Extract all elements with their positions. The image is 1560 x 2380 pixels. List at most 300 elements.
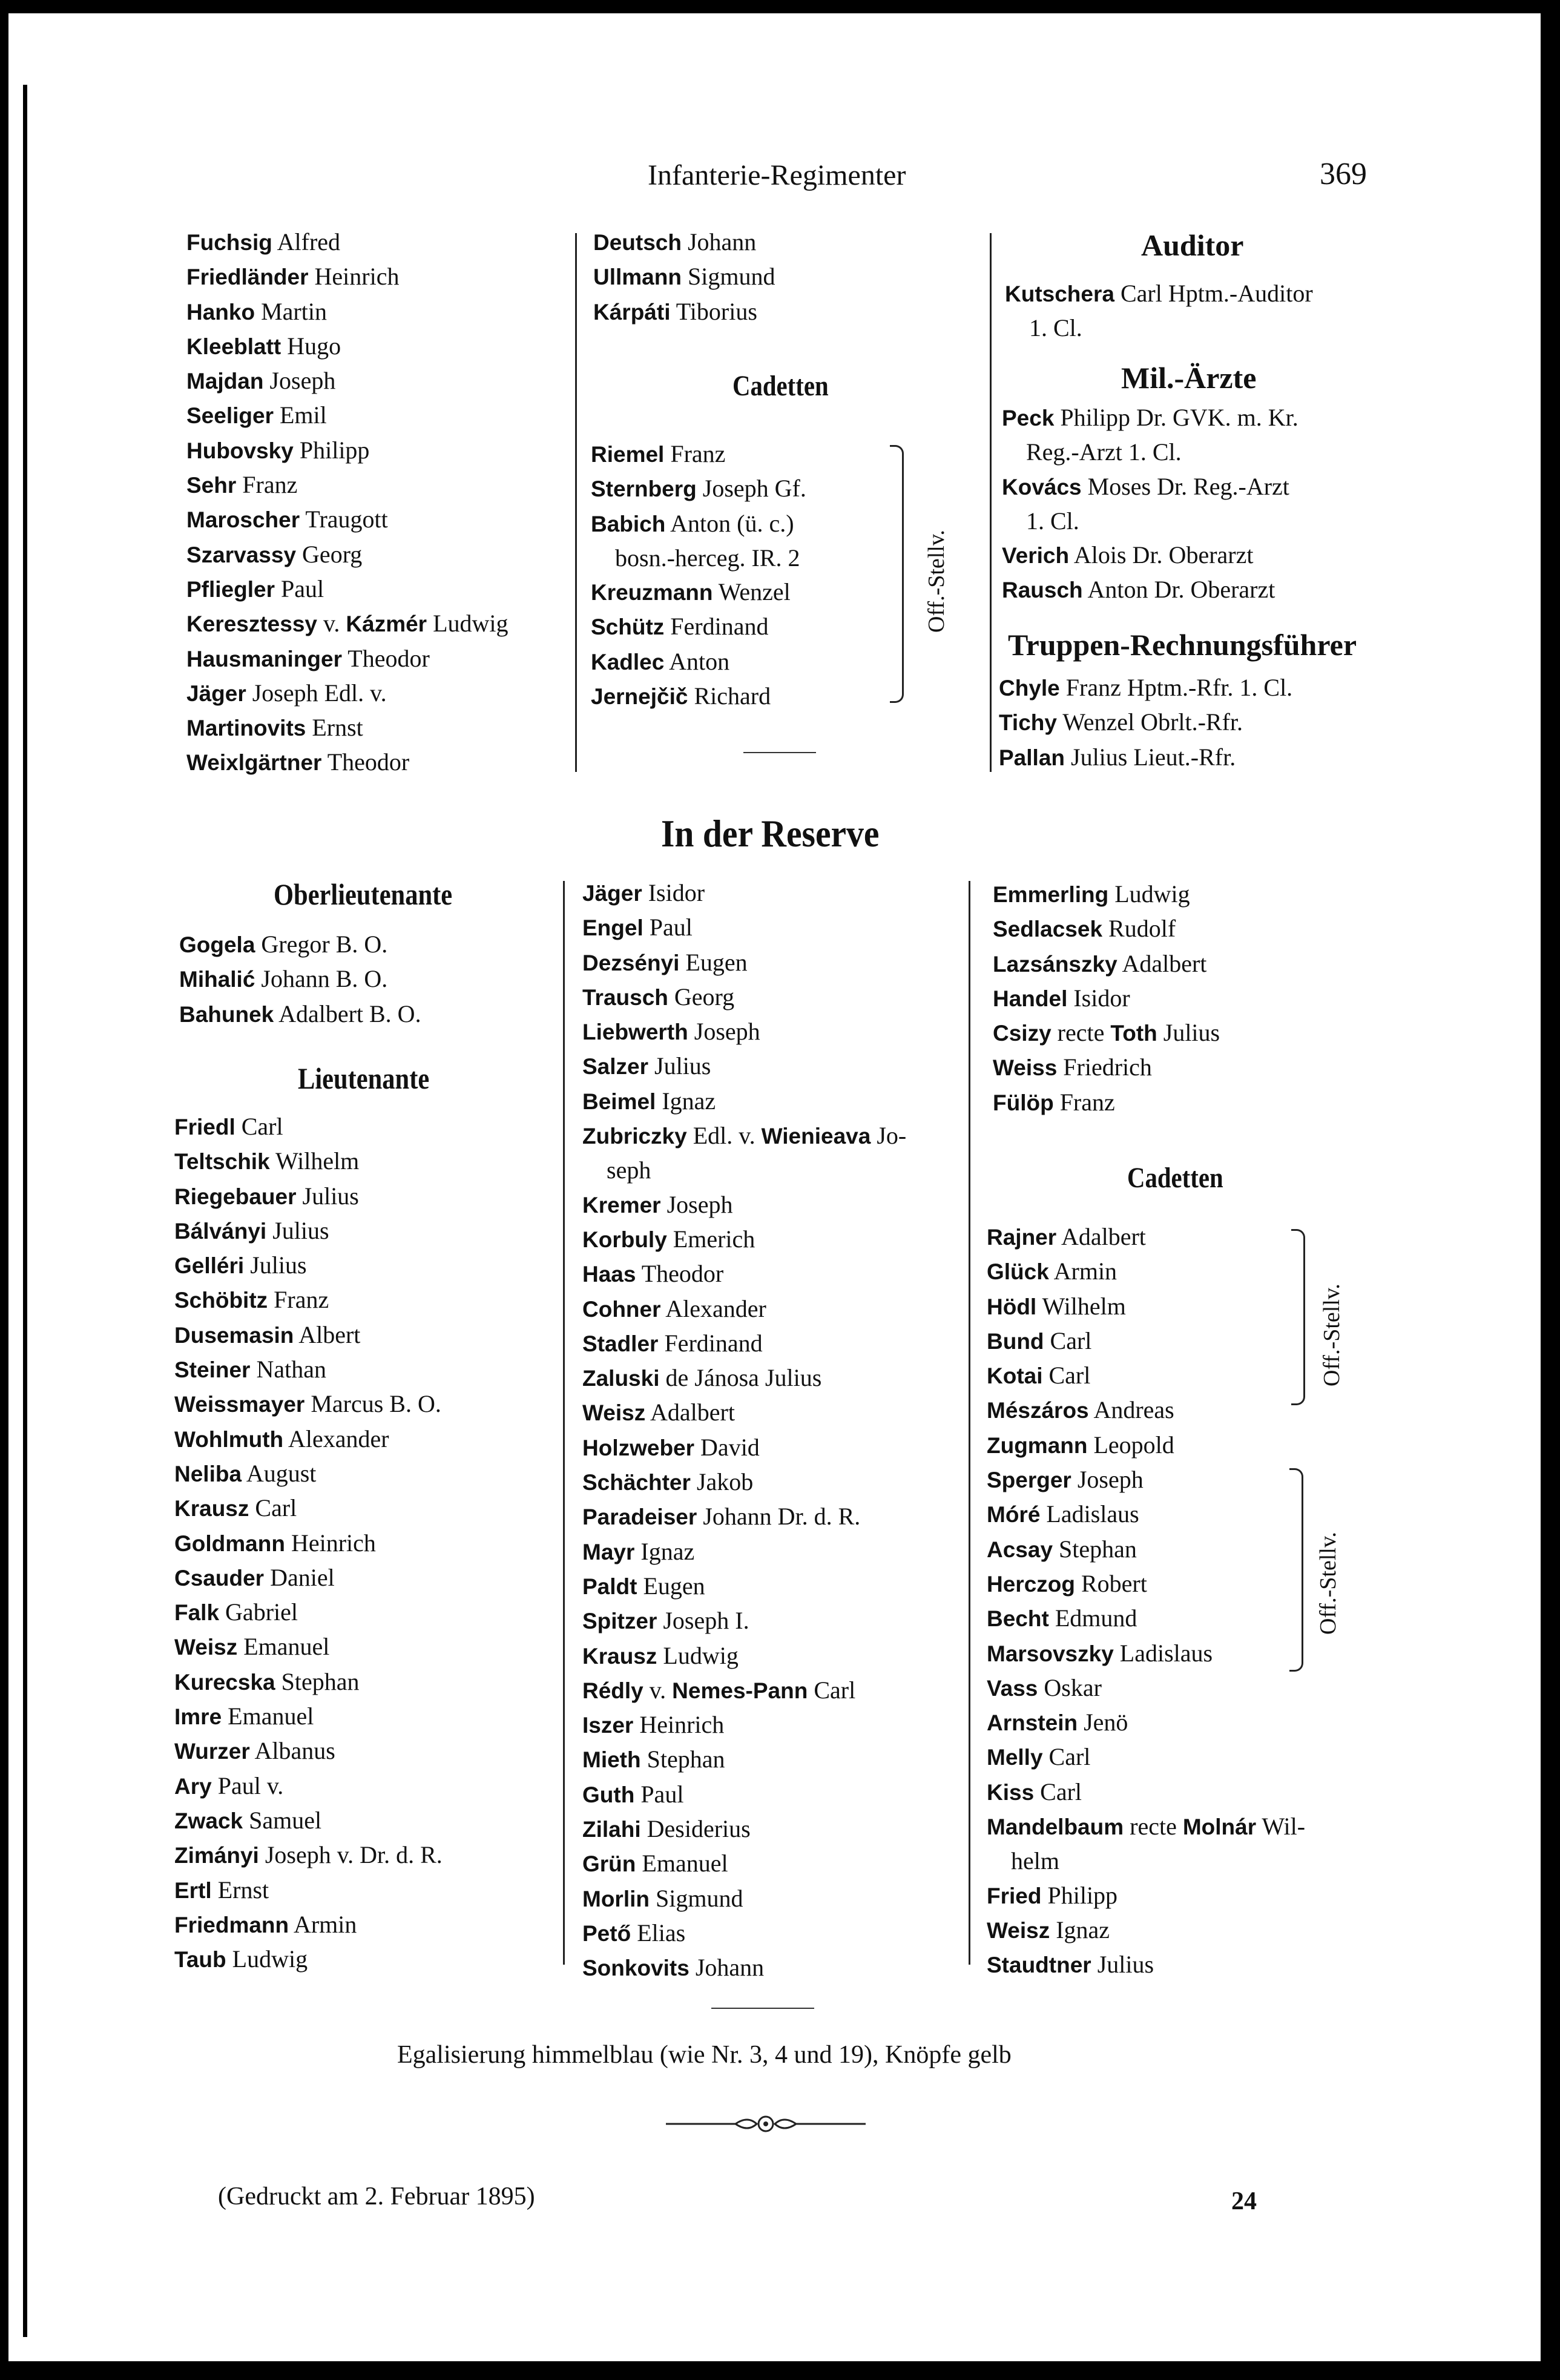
- given-name: Eugen: [643, 1572, 705, 1600]
- given-name: Emanuel: [642, 1850, 728, 1877]
- list-item: [582, 1500, 906, 1534]
- given-name: Hugo: [287, 332, 341, 360]
- surname: Dusemasin: [174, 1322, 294, 1348]
- given-name: Gregor B. O.: [261, 931, 388, 958]
- surname: Pfliegler: [186, 576, 275, 602]
- continuation-text: seph: [607, 1156, 651, 1184]
- list-item: [582, 1742, 906, 1777]
- ornament: [666, 2112, 866, 2136]
- given-name: Tiborius: [676, 297, 757, 325]
- given-name: Georg: [302, 540, 363, 568]
- surname: Holzweber: [582, 1435, 695, 1460]
- list-item: [987, 1463, 1305, 1497]
- given-name: Edl. v.: [693, 1122, 762, 1150]
- surname: Salzer: [582, 1054, 649, 1080]
- given-name: Theodor: [641, 1260, 724, 1288]
- given-name: Albanus: [254, 1737, 335, 1765]
- given-name: Sigmund: [687, 263, 775, 291]
- reserve-col2-list: [582, 876, 906, 1986]
- given-name: Ferdinand: [664, 1329, 763, 1357]
- list-item: [987, 1220, 1305, 1254]
- given-name-secondary: Wil-: [1256, 1813, 1306, 1841]
- surname: Rajner: [987, 1225, 1057, 1250]
- given-name: Adalbert B. O.: [278, 1000, 421, 1027]
- given-name: Ludwig: [663, 1641, 739, 1669]
- given-name: Adalbert: [1061, 1223, 1146, 1250]
- auditor-list: [1005, 277, 1313, 346]
- surname: Wurzer: [174, 1739, 250, 1764]
- given-name: recte: [1130, 1813, 1183, 1841]
- list-item: [987, 1775, 1305, 1810]
- given-name: Joseph: [1077, 1466, 1144, 1494]
- given-name: Franz: [274, 1286, 329, 1314]
- given-name-secondary: Julius: [1157, 1019, 1220, 1047]
- surname: Falk: [174, 1600, 220, 1626]
- surname: Jäger: [186, 681, 246, 706]
- list-item: [174, 1457, 443, 1491]
- surname: Guth: [582, 1782, 635, 1807]
- list-item: [186, 364, 508, 398]
- surname: Handel: [993, 986, 1068, 1011]
- given-name: Paul: [281, 575, 324, 602]
- given-name: Isidor: [648, 879, 705, 906]
- given-name: Oskar: [1044, 1673, 1102, 1701]
- surname: Jäger: [582, 881, 642, 906]
- surname: Spitzer: [582, 1609, 657, 1634]
- surname: Marsovszky: [987, 1641, 1114, 1666]
- given-name: Philipp: [1047, 1881, 1118, 1909]
- given-name: Joseph Gf.: [702, 475, 806, 503]
- list-item: [582, 1569, 906, 1604]
- surname-secondary: Kázmér: [346, 611, 427, 637]
- surname: Móré: [987, 1502, 1041, 1528]
- surname: Friedmann: [174, 1912, 289, 1937]
- list-item: [987, 1324, 1305, 1359]
- given-name: Johann: [695, 1954, 765, 1982]
- list-item: [582, 1847, 906, 1881]
- given-name: Julius: [1097, 1951, 1154, 1979]
- surname: Staudtner: [987, 1953, 1091, 1978]
- given-name: Stephan: [1059, 1535, 1137, 1563]
- list-item: [993, 947, 1220, 981]
- surname: Kleeblatt: [186, 334, 281, 359]
- list-item: [1005, 311, 1313, 345]
- given-name-secondary: Jo-: [871, 1122, 907, 1150]
- given-name: Wenzel: [718, 578, 791, 606]
- list-item: [174, 1595, 443, 1630]
- given-name: Ignaz: [640, 1537, 695, 1565]
- column-rule: [563, 881, 565, 1965]
- given-name: Julius: [654, 1052, 711, 1080]
- given-name: Alexander: [665, 1294, 766, 1322]
- given-name: Franz: [670, 440, 726, 467]
- given-name: Moses Dr. Reg.-Arzt: [1087, 472, 1289, 500]
- list-item: [591, 645, 806, 679]
- surname: Peck: [1002, 406, 1055, 430]
- list-item: [1005, 277, 1313, 311]
- surname: Dezsényi: [582, 950, 680, 975]
- surname: Korbuly: [582, 1227, 667, 1252]
- given-name: David: [700, 1433, 760, 1461]
- given-name: Elias: [637, 1919, 686, 1947]
- list-item: [186, 225, 508, 260]
- surname: Steiner: [174, 1357, 251, 1383]
- list-item: [179, 962, 421, 997]
- binding-edge: [23, 85, 27, 2337]
- surname: Glück: [987, 1259, 1049, 1285]
- surname: Ertl: [174, 1877, 212, 1903]
- surname: Zubriczky: [582, 1124, 687, 1149]
- list-item: [186, 745, 508, 780]
- given-name: Carl: [1048, 1743, 1091, 1771]
- aerzte-heading: Mil.-Ärzte: [1121, 361, 1257, 395]
- surname: Imre: [174, 1704, 222, 1730]
- surname: Mieth: [582, 1747, 641, 1773]
- surname: Rausch: [1002, 578, 1083, 603]
- list-item: [174, 1318, 443, 1353]
- list-item: [993, 1050, 1220, 1085]
- surname: Kárpáti: [593, 299, 671, 325]
- given-name: Alfred: [277, 228, 341, 255]
- surname: Mészáros: [987, 1398, 1089, 1423]
- given-name: Wilhelm: [275, 1147, 360, 1175]
- list-item: [582, 1465, 906, 1500]
- given-name: Ladislaus: [1046, 1500, 1139, 1528]
- given-name-secondary: Carl: [808, 1676, 856, 1704]
- surname: Kotai: [987, 1363, 1043, 1389]
- surname: Sperger: [987, 1468, 1071, 1493]
- list-item: [174, 1699, 443, 1734]
- list-item: [582, 1778, 906, 1812]
- given-name: Sigmund: [655, 1884, 743, 1912]
- list-item: [582, 980, 906, 1015]
- list-item: [987, 1844, 1305, 1878]
- list-item: [591, 610, 806, 644]
- surname-secondary: Wienieava: [761, 1124, 871, 1149]
- column-rule: [990, 233, 992, 772]
- given-name: Franz: [242, 471, 298, 499]
- given-name: Emil: [279, 401, 327, 429]
- surname: Fried: [987, 1883, 1042, 1908]
- surname: Martinovits: [186, 716, 306, 741]
- surname: Weisz: [987, 1917, 1050, 1943]
- top-col1-list: [186, 225, 508, 780]
- list-item: [186, 260, 508, 294]
- given-name: Paul: [649, 914, 693, 941]
- list-item: [1002, 573, 1298, 607]
- surname: Zimányi: [174, 1843, 259, 1868]
- given-name: Armin: [1053, 1258, 1117, 1285]
- given-name: Julius: [272, 1216, 329, 1244]
- surname: Taub: [174, 1947, 226, 1973]
- list-item: [987, 1393, 1305, 1428]
- surname: Hanko: [186, 299, 255, 325]
- list-item: [186, 398, 508, 433]
- given-name: Edmund: [1055, 1604, 1137, 1632]
- given-name: Georg: [674, 983, 735, 1010]
- reserve-title: In der Reserve: [661, 812, 880, 855]
- surname: Gelléri: [174, 1253, 245, 1279]
- list-item: [174, 1491, 443, 1526]
- surname: Krausz: [582, 1643, 657, 1669]
- given-name: Adalbert: [1122, 949, 1207, 977]
- given-name: August: [246, 1459, 317, 1487]
- reserve-cadetten-list: [987, 1220, 1305, 1983]
- list-item: [999, 740, 1292, 775]
- surname: Hödl: [987, 1294, 1037, 1319]
- list-item: [186, 642, 508, 676]
- surname: Emmerling: [993, 882, 1109, 907]
- given-name: Ignaz: [662, 1087, 716, 1115]
- list-item: [582, 1015, 906, 1049]
- surname: Morlin: [582, 1886, 650, 1911]
- given-name: Joseph: [269, 367, 336, 395]
- given-name: Ludwig: [232, 1945, 308, 1973]
- given-name: Ernst: [217, 1876, 269, 1904]
- surname: Goldmann: [174, 1531, 285, 1556]
- surname: Weixlgärtner: [186, 750, 322, 776]
- reserve-col3-list: [993, 877, 1220, 1120]
- list-item: [987, 1671, 1305, 1706]
- list-item: [582, 1916, 906, 1951]
- list-item: [174, 1665, 443, 1699]
- surname: Trausch: [582, 984, 668, 1010]
- list-item: [582, 1153, 906, 1187]
- list-item: [174, 1248, 443, 1283]
- surname: Kremer: [582, 1192, 661, 1218]
- scan-border-bottom: [0, 2361, 1560, 2380]
- given-name: Joseph: [666, 1190, 733, 1218]
- given-name: Carl Hptm.-Auditor: [1120, 280, 1313, 307]
- given-name: Heinrich: [639, 1711, 725, 1739]
- surname: Mandelbaum: [987, 1815, 1124, 1840]
- surname: Melly: [987, 1745, 1043, 1770]
- surname: Fuchsig: [186, 230, 272, 255]
- list-item: [591, 575, 806, 610]
- given-name: Ludwig: [1114, 880, 1190, 908]
- given-name: Anton (ü. c.): [670, 509, 794, 537]
- given-name: Adalbert: [650, 1399, 735, 1426]
- surname: Krausz: [174, 1496, 249, 1521]
- surname: Ullmann: [593, 265, 682, 290]
- list-item: [174, 1908, 443, 1942]
- list-item: [186, 572, 508, 607]
- given-name: Stephan: [281, 1667, 360, 1695]
- list-item: [593, 260, 775, 294]
- list-item: [1002, 470, 1298, 504]
- surname: Deutsch: [593, 230, 682, 255]
- column-rule: [575, 233, 577, 772]
- list-item: [593, 225, 775, 260]
- top-col2-list: [593, 225, 775, 329]
- list-item: [186, 711, 508, 745]
- list-item: [179, 997, 421, 1032]
- given-name: Heinrich: [314, 263, 400, 291]
- surname: Liebwerth: [582, 1020, 688, 1045]
- given-name: de Jánosa Julius: [665, 1364, 822, 1392]
- surname: Bahunek: [179, 1001, 274, 1027]
- given-name: Armin: [293, 1910, 357, 1938]
- given-name: Daniel: [270, 1563, 335, 1591]
- given-name: Robert: [1081, 1569, 1147, 1597]
- surname: Paldt: [582, 1574, 637, 1599]
- lieutenante-heading: Lieutenante: [298, 1061, 430, 1095]
- surname: Szarvassy: [186, 542, 297, 567]
- given-name: Philipp: [299, 436, 370, 464]
- given-name: Ferdinand: [670, 613, 769, 641]
- given-name: Julius: [250, 1251, 307, 1279]
- list-item: [987, 1948, 1305, 1982]
- list-item: [987, 1428, 1305, 1463]
- surname: Fülöp: [993, 1090, 1054, 1115]
- given-name: Wilhelm: [1042, 1292, 1126, 1320]
- surname: Schächter: [582, 1470, 691, 1495]
- list-item: [174, 1422, 443, 1457]
- list-item: [582, 1257, 906, 1291]
- surname: Beimel: [582, 1089, 656, 1114]
- surname: Riegebauer: [174, 1184, 297, 1209]
- surname: Schöbitz: [174, 1288, 268, 1313]
- surname: Kadlec: [591, 649, 665, 674]
- surname-secondary: Nemes-Pann: [672, 1678, 808, 1703]
- list-item: [582, 1431, 906, 1465]
- running-title: Infanterie-Regimenter: [648, 159, 906, 191]
- list-item: [987, 1359, 1305, 1393]
- list-item: [591, 541, 806, 575]
- brace-label-top: Off.-Stellv.: [924, 530, 949, 633]
- list-item: [1002, 435, 1298, 469]
- list-item: [582, 1951, 906, 1985]
- surname: Mayr: [582, 1539, 635, 1564]
- oberlieutenante-heading: Oberlieutenante: [274, 877, 453, 911]
- surname: Rédly: [582, 1678, 643, 1703]
- given-name: Martin: [261, 297, 327, 325]
- page-number: 369: [1320, 157, 1367, 191]
- list-item: [987, 1879, 1305, 1913]
- given-name: Johann Dr. d. R.: [703, 1503, 861, 1531]
- brace-top: [890, 445, 904, 703]
- surname: Gogela: [179, 932, 255, 957]
- print-date: (Gedruckt am 2. Februar 1895): [218, 2183, 535, 2210]
- list-item: [999, 671, 1292, 705]
- given-name: Heinrich: [291, 1529, 376, 1557]
- list-item: [1002, 538, 1298, 573]
- brace-reserve-1: [1291, 1229, 1305, 1405]
- given-name: Julius: [302, 1182, 359, 1210]
- list-item: [987, 1497, 1305, 1532]
- given-name: recte: [1057, 1019, 1111, 1047]
- surname: Kreuzmann: [591, 580, 713, 605]
- surname: Csizy: [993, 1021, 1052, 1046]
- list-item: [186, 295, 508, 329]
- surname: Vass: [987, 1675, 1038, 1701]
- list-item: [186, 538, 508, 572]
- section-rule-top: [743, 752, 816, 753]
- surname: Weiss: [993, 1055, 1058, 1081]
- list-item: [186, 329, 508, 364]
- given-name: Emerich: [673, 1225, 755, 1253]
- list-item: [591, 679, 806, 714]
- list-item: [582, 1673, 906, 1708]
- given-name: Ladislaus: [1119, 1639, 1213, 1667]
- list-item: [987, 1913, 1305, 1948]
- surname: Weisz: [582, 1400, 646, 1426]
- list-item: [186, 468, 508, 503]
- given-name: Isidor: [1073, 984, 1130, 1012]
- column-rule: [969, 881, 970, 1965]
- cadetten-heading-reserve: Cadetten: [1127, 1162, 1223, 1194]
- surname: Weisz: [174, 1635, 238, 1660]
- egalisierung-note: Egalisierung himmelblau (wie Nr. 3, 4 und 19), Knöpfe gelb: [397, 2041, 1012, 2069]
- given-name: Ignaz: [1056, 1916, 1110, 1943]
- list-item: [593, 295, 775, 329]
- list-item: [582, 1396, 906, 1430]
- given-name: Gabriel: [225, 1598, 298, 1626]
- list-item: [582, 946, 906, 980]
- list-item: [987, 1532, 1305, 1567]
- given-name: Alois Dr. Oberarzt: [1073, 541, 1254, 569]
- list-item: [582, 1708, 906, 1742]
- list-item: [987, 1740, 1305, 1775]
- list-item: [582, 1222, 906, 1257]
- brace-reserve-2: [1289, 1468, 1303, 1672]
- continuation-text: helm: [1011, 1847, 1059, 1875]
- given-name: Joseph Edl. v.: [252, 679, 387, 707]
- rechnungsfuehrer-heading: Truppen-Rechnungsführer: [1008, 628, 1357, 662]
- surname: Zilahi: [582, 1817, 641, 1842]
- given-name: Joseph v. Dr. d. R.: [265, 1841, 443, 1869]
- brace-label-reserve-2: Off.-Stellv.: [1315, 1532, 1341, 1635]
- list-item: [582, 1882, 906, 1916]
- surname: Hausmaninger: [186, 646, 343, 671]
- list-item: [582, 911, 906, 945]
- given-name: Carl: [241, 1113, 283, 1140]
- surname: Jernejčič: [591, 684, 688, 710]
- given-name: Samuel: [249, 1806, 322, 1834]
- list-item: [174, 1283, 443, 1317]
- list-item: [174, 1734, 443, 1769]
- cadetten-heading-top: Cadetten: [732, 370, 829, 402]
- surname: Neliba: [174, 1461, 242, 1486]
- given-name-secondary: Ludwig: [427, 610, 508, 638]
- surname: Csauder: [174, 1565, 265, 1591]
- aerzte-list: [1002, 401, 1298, 608]
- given-name: Jakob: [696, 1468, 754, 1496]
- list-item: [591, 507, 806, 541]
- list-item: [174, 1214, 443, 1248]
- list-item: [174, 1179, 443, 1214]
- surname: Schütz: [591, 615, 665, 640]
- list-item: [993, 912, 1220, 946]
- surname: Kovács: [1002, 474, 1082, 499]
- list-item: [174, 1873, 443, 1908]
- auditor-heading: Auditor: [1141, 228, 1244, 262]
- surname: Teltschik: [174, 1149, 270, 1175]
- continuation-text: bosn.-herceg. IR. 2: [615, 544, 800, 572]
- surname: Majdan: [186, 369, 264, 394]
- surname: Chyle: [999, 676, 1060, 700]
- given-name: Ernst: [312, 714, 363, 742]
- given-name: Joseph I.: [663, 1607, 749, 1635]
- surname: Maroscher: [186, 507, 300, 533]
- given-name: Albert: [298, 1320, 361, 1348]
- list-item: [174, 1561, 443, 1595]
- list-item: [174, 1353, 443, 1387]
- surname: Ary: [174, 1773, 212, 1799]
- surname: Paradeiser: [582, 1505, 697, 1530]
- surname: Herczog: [987, 1571, 1075, 1597]
- surname: Babich: [591, 511, 666, 536]
